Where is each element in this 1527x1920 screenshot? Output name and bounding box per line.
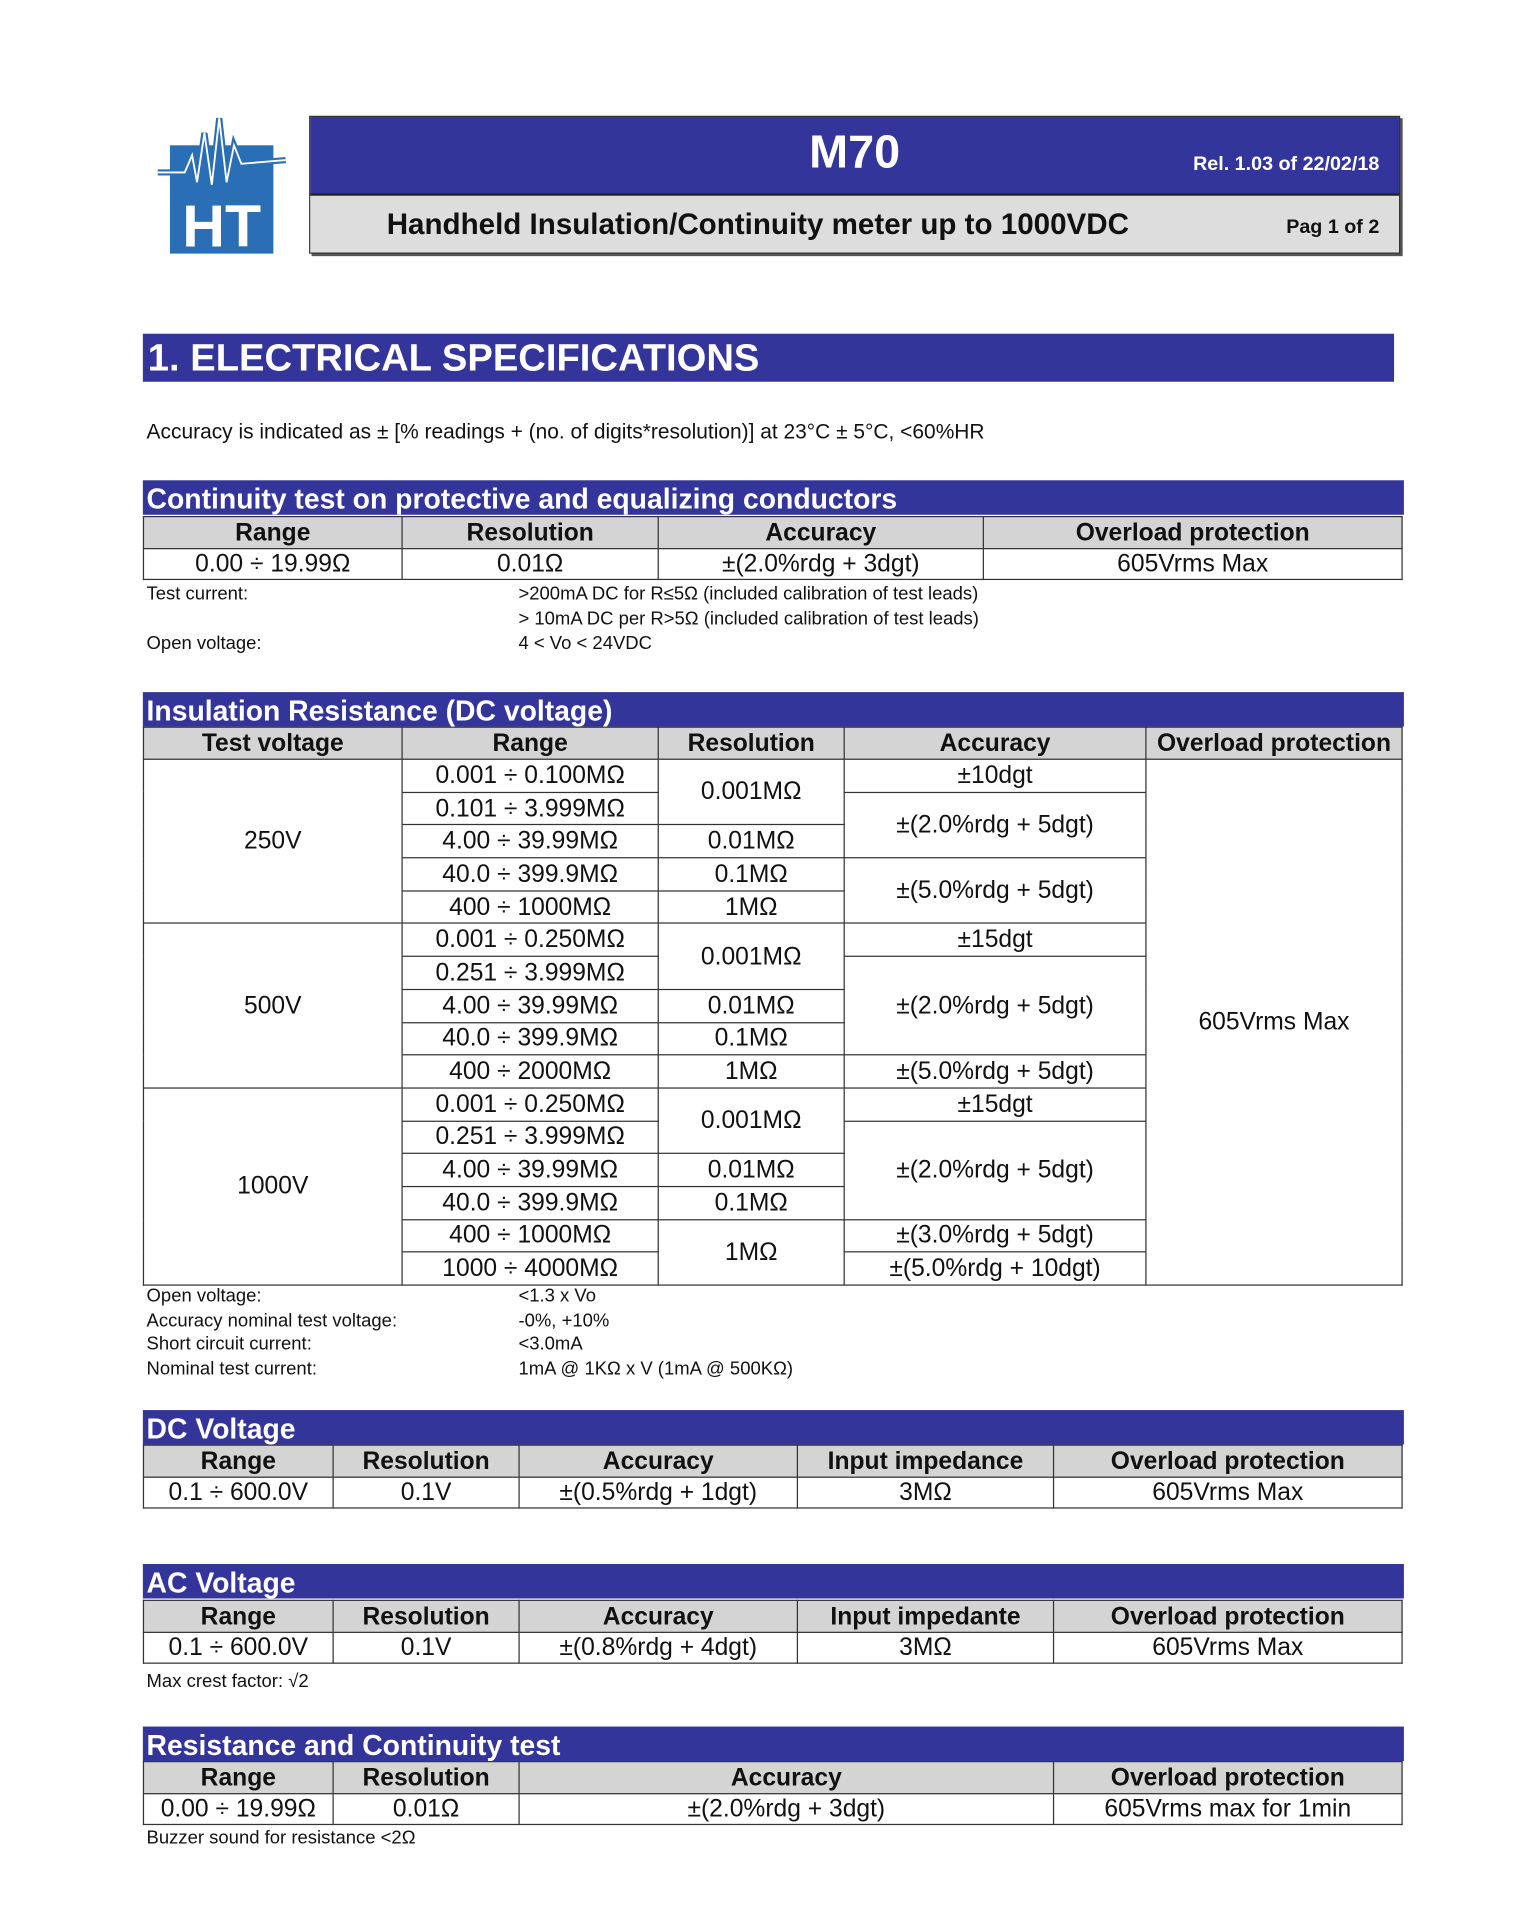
table-cell: 4.00 ÷ 39.99MΩ <box>402 825 658 858</box>
table-cell: 3MΩ <box>797 1477 1053 1508</box>
table-cell: 500V <box>143 924 402 1088</box>
table-cell: 250V <box>143 759 402 923</box>
table-cell: ±(2.0%rdg + 5dgt) <box>844 1121 1146 1220</box>
table-cell: 1000V <box>143 1088 402 1285</box>
model-name: M70 <box>809 126 901 179</box>
table-cell: 0.001 ÷ 0.250MΩ <box>402 1088 658 1121</box>
table-cell: 0.001MΩ <box>658 759 844 825</box>
page-number: Pag 1 of 2 <box>1286 216 1380 238</box>
note-value: -0%, +10% <box>518 1309 610 1331</box>
table-cell: 0.00 ÷ 19.99Ω <box>143 549 402 580</box>
note-label: Short circuit current: <box>146 1333 312 1355</box>
note-value: > 10mA DC per R>5Ω (included calibration of test leads) <box>518 608 979 630</box>
column-header: Range <box>143 1445 333 1477</box>
table-cell: 0.1 ÷ 600.0V <box>143 1477 333 1508</box>
dc-voltage-table <box>143 1445 1403 1509</box>
column-header: Overload protection <box>1054 1762 1403 1794</box>
table-cell: 605Vrms Max <box>1054 1477 1403 1508</box>
document-header <box>309 116 1400 254</box>
table-cell: ±(0.5%rdg + 1dgt) <box>519 1477 797 1508</box>
table-cell: ±15dgt <box>844 1088 1146 1121</box>
column-header: Resolution <box>333 1762 519 1794</box>
table-cell: ±(2.0%rdg + 5dgt) <box>844 792 1146 858</box>
table-cell: ±(5.0%rdg + 10dgt) <box>844 1252 1146 1285</box>
table-cell: 1000 ÷ 4000MΩ <box>402 1252 658 1285</box>
column-header: Overload protection <box>1054 1445 1403 1477</box>
note-label: Open voltage: <box>146 632 262 654</box>
insulation-title: Insulation Resistance (DC voltage) <box>143 692 1404 726</box>
column-header: Overload protection <box>1054 1600 1403 1632</box>
column-header: Accuracy <box>519 1445 797 1477</box>
dc-voltage-title: DC Voltage <box>143 1410 1404 1444</box>
table-cell: 0.01MΩ <box>658 989 844 1022</box>
table-row <box>143 1632 1402 1663</box>
table-row <box>143 1477 1402 1508</box>
resistance-title: Resistance and Continuity test <box>143 1727 1404 1761</box>
note-label: Nominal test current: <box>146 1357 317 1379</box>
table-row <box>143 1794 1402 1825</box>
svg-text:HT: HT <box>182 192 262 254</box>
column-header: Test voltage <box>143 727 402 759</box>
table-cell: 605Vrms Max <box>1054 1632 1403 1663</box>
table-cell: 0.251 ÷ 3.999MΩ <box>402 956 658 989</box>
ac-voltage-title: AC Voltage <box>143 1564 1404 1598</box>
column-header: Range <box>143 517 402 549</box>
table-cell: 0.1MΩ <box>658 1022 844 1055</box>
table-cell: 40.0 ÷ 399.9MΩ <box>402 1022 658 1055</box>
table-cell: 0.1MΩ <box>658 858 844 891</box>
section-title: 1. ELECTRICAL SPECIFICATIONS <box>143 334 1394 382</box>
table-cell: 1MΩ <box>658 1055 844 1088</box>
table-cell: ±(5.0%rdg + 5dgt) <box>844 1055 1146 1088</box>
note-value: 4 < Vo < 24VDC <box>518 632 652 654</box>
table-cell: ±15dgt <box>844 924 1146 957</box>
table-cell: 605Vrms Max <box>983 549 1402 580</box>
column-header: Input impedance <box>797 1445 1053 1477</box>
table-cell: 0.01Ω <box>402 549 658 580</box>
note-label: Open voltage: <box>146 1285 262 1307</box>
table-cell: 0.001MΩ <box>658 924 844 990</box>
ac-voltage-table <box>143 1600 1403 1664</box>
insulation-table <box>143 727 1403 1286</box>
column-header: Accuracy <box>844 727 1146 759</box>
table-cell: 3MΩ <box>797 1632 1053 1663</box>
table-cell: 0.00 ÷ 19.99Ω <box>143 1794 333 1825</box>
column-header: Resolution <box>333 1445 519 1477</box>
resistance-table <box>143 1761 1403 1825</box>
note-value: >200mA DC for R≤5Ω (included calibration of test leads) <box>518 583 979 605</box>
table-row <box>143 549 1402 580</box>
table-cell: 1MΩ <box>658 891 844 924</box>
table-cell: ±(2.0%rdg + 5dgt) <box>844 956 1146 1055</box>
table-cell: 0.1 ÷ 600.0V <box>143 1632 333 1663</box>
table-cell: 0.101 ÷ 3.999MΩ <box>402 792 658 825</box>
table-cell: 605Vrms Max <box>1146 759 1402 1285</box>
continuity-title: Continuity test on protective and equalizing conductors <box>143 480 1404 514</box>
table-cell: 0.001MΩ <box>658 1088 844 1154</box>
table-cell: 0.001 ÷ 0.250MΩ <box>402 924 658 957</box>
column-header: Accuracy <box>519 1762 1053 1794</box>
column-header: Range <box>143 1600 333 1632</box>
note-value: <3.0mA <box>518 1333 583 1355</box>
table-cell: ±(5.0%rdg + 5dgt) <box>844 858 1146 924</box>
table-cell: 400 ÷ 2000MΩ <box>402 1055 658 1088</box>
note-label: Max crest factor: √2 <box>146 1671 309 1693</box>
column-header: Resolution <box>333 1600 519 1632</box>
table-cell: ±(2.0%rdg + 3dgt) <box>519 1794 1053 1825</box>
release-info: Rel. 1.03 of 22/02/18 <box>1193 153 1380 175</box>
note-value: 1mA @ 1KΩ x V (1mA @ 500KΩ) <box>518 1357 794 1379</box>
table-cell: 0.01MΩ <box>658 825 844 858</box>
table-cell: 0.1MΩ <box>658 1186 844 1219</box>
table-cell: 0.251 ÷ 3.999MΩ <box>402 1121 658 1154</box>
note-label: Buzzer sound for resistance <2Ω <box>146 1827 416 1849</box>
table-cell: 0.01Ω <box>333 1794 519 1825</box>
column-header: Overload protection <box>983 517 1402 549</box>
table-cell: ±(2.0%rdg + 3dgt) <box>658 549 983 580</box>
column-header: Accuracy <box>658 517 983 549</box>
table-cell: 4.00 ÷ 39.99MΩ <box>402 989 658 1022</box>
note-label: Accuracy nominal test voltage: <box>146 1309 398 1331</box>
table-cell: 4.00 ÷ 39.99MΩ <box>402 1154 658 1187</box>
column-header: Accuracy <box>519 1600 797 1632</box>
table-cell: 605Vrms max for 1min <box>1054 1794 1403 1825</box>
continuity-table <box>143 516 1403 580</box>
column-header: Input impedante <box>797 1600 1053 1632</box>
table-cell: 400 ÷ 1000MΩ <box>402 891 658 924</box>
column-header: Range <box>143 1762 333 1794</box>
table-cell: ±(0.8%rdg + 4dgt) <box>519 1632 797 1663</box>
accuracy-note: Accuracy is indicated as ± [% readings + (no. of digits*resolution)] at 23°C ± 5°C, <60%HR <box>146 419 985 444</box>
column-header: Resolution <box>658 727 844 759</box>
table-cell: ±(3.0%rdg + 5dgt) <box>844 1219 1146 1252</box>
note-value: <1.3 x Vo <box>518 1285 597 1307</box>
note-label: Test current: <box>146 583 249 605</box>
table-cell: ±10dgt <box>844 759 1146 792</box>
column-header: Range <box>402 727 658 759</box>
document-subtitle: Handheld Insulation/Continuity meter up to 1000VDC <box>386 208 1129 242</box>
column-header: Resolution <box>402 517 658 549</box>
table-cell: 40.0 ÷ 399.9MΩ <box>402 1186 658 1219</box>
table-cell: 1MΩ <box>658 1219 844 1285</box>
table-cell: 0.1V <box>333 1632 519 1663</box>
ht-logo <box>158 108 289 253</box>
table-cell: 400 ÷ 1000MΩ <box>402 1219 658 1252</box>
column-header: Overload protection <box>1146 727 1402 759</box>
table-cell: 0.01MΩ <box>658 1154 844 1187</box>
table-row <box>143 759 1402 792</box>
table-cell: 40.0 ÷ 399.9MΩ <box>402 858 658 891</box>
table-cell: 0.1V <box>333 1477 519 1508</box>
table-cell: 0.001 ÷ 0.100MΩ <box>402 759 658 792</box>
